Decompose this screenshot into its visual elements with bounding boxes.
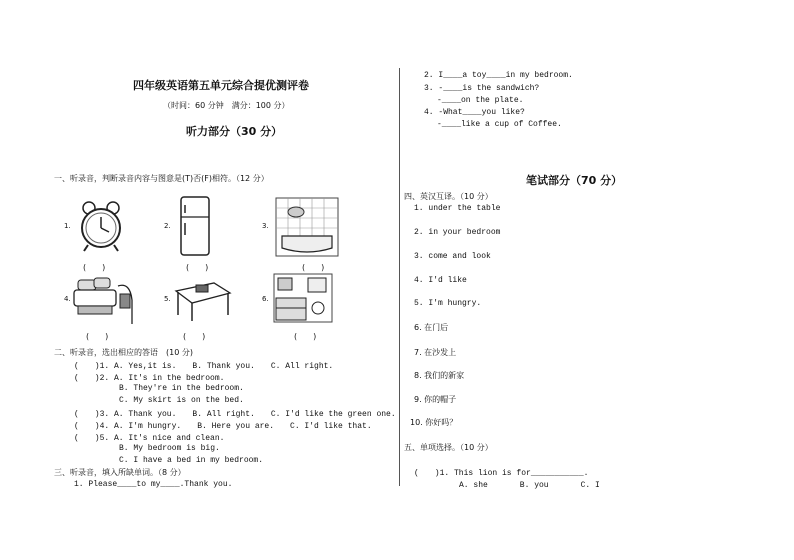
option-line: B. My bedroom is big. <box>119 444 220 453</box>
kitchen-icon <box>272 272 334 324</box>
pic-number: 5. <box>164 295 171 303</box>
question-line: ( )5. A. It's nice and clean. <box>74 434 225 443</box>
translate-item: 2. in your bedroom <box>414 228 501 237</box>
exam-info: （时间：60 分钟 满分：100 分） <box>163 101 290 110</box>
translate-item: 1. under the table <box>414 204 501 213</box>
section2-heading: 二、听录音，选出相应的答语 (10 分) <box>54 348 193 357</box>
question-line: ( )3. A. Thank you. B. All right. C. I'd like the green one. <box>74 410 396 419</box>
answer-blank[interactable]: ( ) <box>302 263 325 272</box>
section5-heading: 五、单项选择。（10 分） <box>404 443 493 452</box>
pic-number: 6. <box>262 295 269 303</box>
sofa-icon <box>72 272 136 328</box>
answer-blank[interactable]: ( ) <box>294 332 317 341</box>
translate-item: 5. I'm hungry. <box>414 299 482 308</box>
translate-item: 3. come and look <box>414 252 491 261</box>
translate-item: 10. 你好吗？ <box>410 418 458 427</box>
option-line: B. They're in the bedroom. <box>119 384 244 393</box>
pic-number: 2. <box>164 222 171 230</box>
choice-question: ( )1. This lion is for___________. <box>414 469 589 478</box>
translate-item: 9. 你的帽子 <box>414 395 457 404</box>
fill-line: -____like a cup of Coffee. <box>437 120 562 129</box>
fill-line: 4. -What____you like? <box>424 108 525 117</box>
option-line: C. I have a bed in my bedroom. <box>119 456 264 465</box>
fill-line: -____on the plate. <box>437 96 524 105</box>
answer-blank[interactable]: ( ) <box>86 332 109 341</box>
bathroom-icon <box>274 196 340 258</box>
table-icon <box>172 275 232 323</box>
question-line: ( )1. A. Yes,it is. B. Thank you. C. All right. <box>74 362 334 371</box>
fill-line: 3. -____is the sandwich? <box>424 84 540 93</box>
translate-item: 7. 在沙发上 <box>414 348 457 357</box>
question-line: ( )4. A. I'm hungry. B. Here you are. C. I'd like that. <box>74 422 372 431</box>
listening-header: 听力部分（30 分） <box>186 125 283 138</box>
fridge-icon <box>178 195 212 257</box>
pic-number: 4. <box>64 295 71 303</box>
fill-line: 1. Please____to my____.Thank you. <box>74 480 233 489</box>
section4-heading: 四、英汉互译。（10 分） <box>404 192 493 201</box>
translate-item: 8. 我们的新家 <box>414 371 465 380</box>
answer-blank[interactable]: ( ) <box>83 263 106 272</box>
answer-blank[interactable]: ( ) <box>183 332 206 341</box>
pic-number: 1. <box>64 222 71 230</box>
translate-item: 6. 在门后 <box>414 323 449 332</box>
fill-line: 2. I____a toy____in my bedroom. <box>424 71 573 80</box>
section3-heading: 三、听录音，填入所缺单词。（8 分） <box>54 468 186 477</box>
column-divider <box>399 68 400 486</box>
answer-blank[interactable]: ( ) <box>186 263 209 272</box>
translate-item: 4. I'd like <box>414 276 467 285</box>
section1-heading: 一、听录音，判断录音内容与图意是(T)否(F)相符。（12 分） <box>54 174 269 183</box>
choice-options: A. she B. you C. I <box>459 481 600 490</box>
page-title: 四年级英语第五单元综合提优测评卷 <box>133 79 309 92</box>
option-line: C. My skirt is on the bed. <box>119 396 244 405</box>
written-header: 笔试部分（70 分） <box>526 174 623 187</box>
question-line: ( )2. A. It's in the bedroom. <box>74 374 225 383</box>
pic-number: 3. <box>262 222 269 230</box>
alarm-clock-icon <box>74 199 128 253</box>
